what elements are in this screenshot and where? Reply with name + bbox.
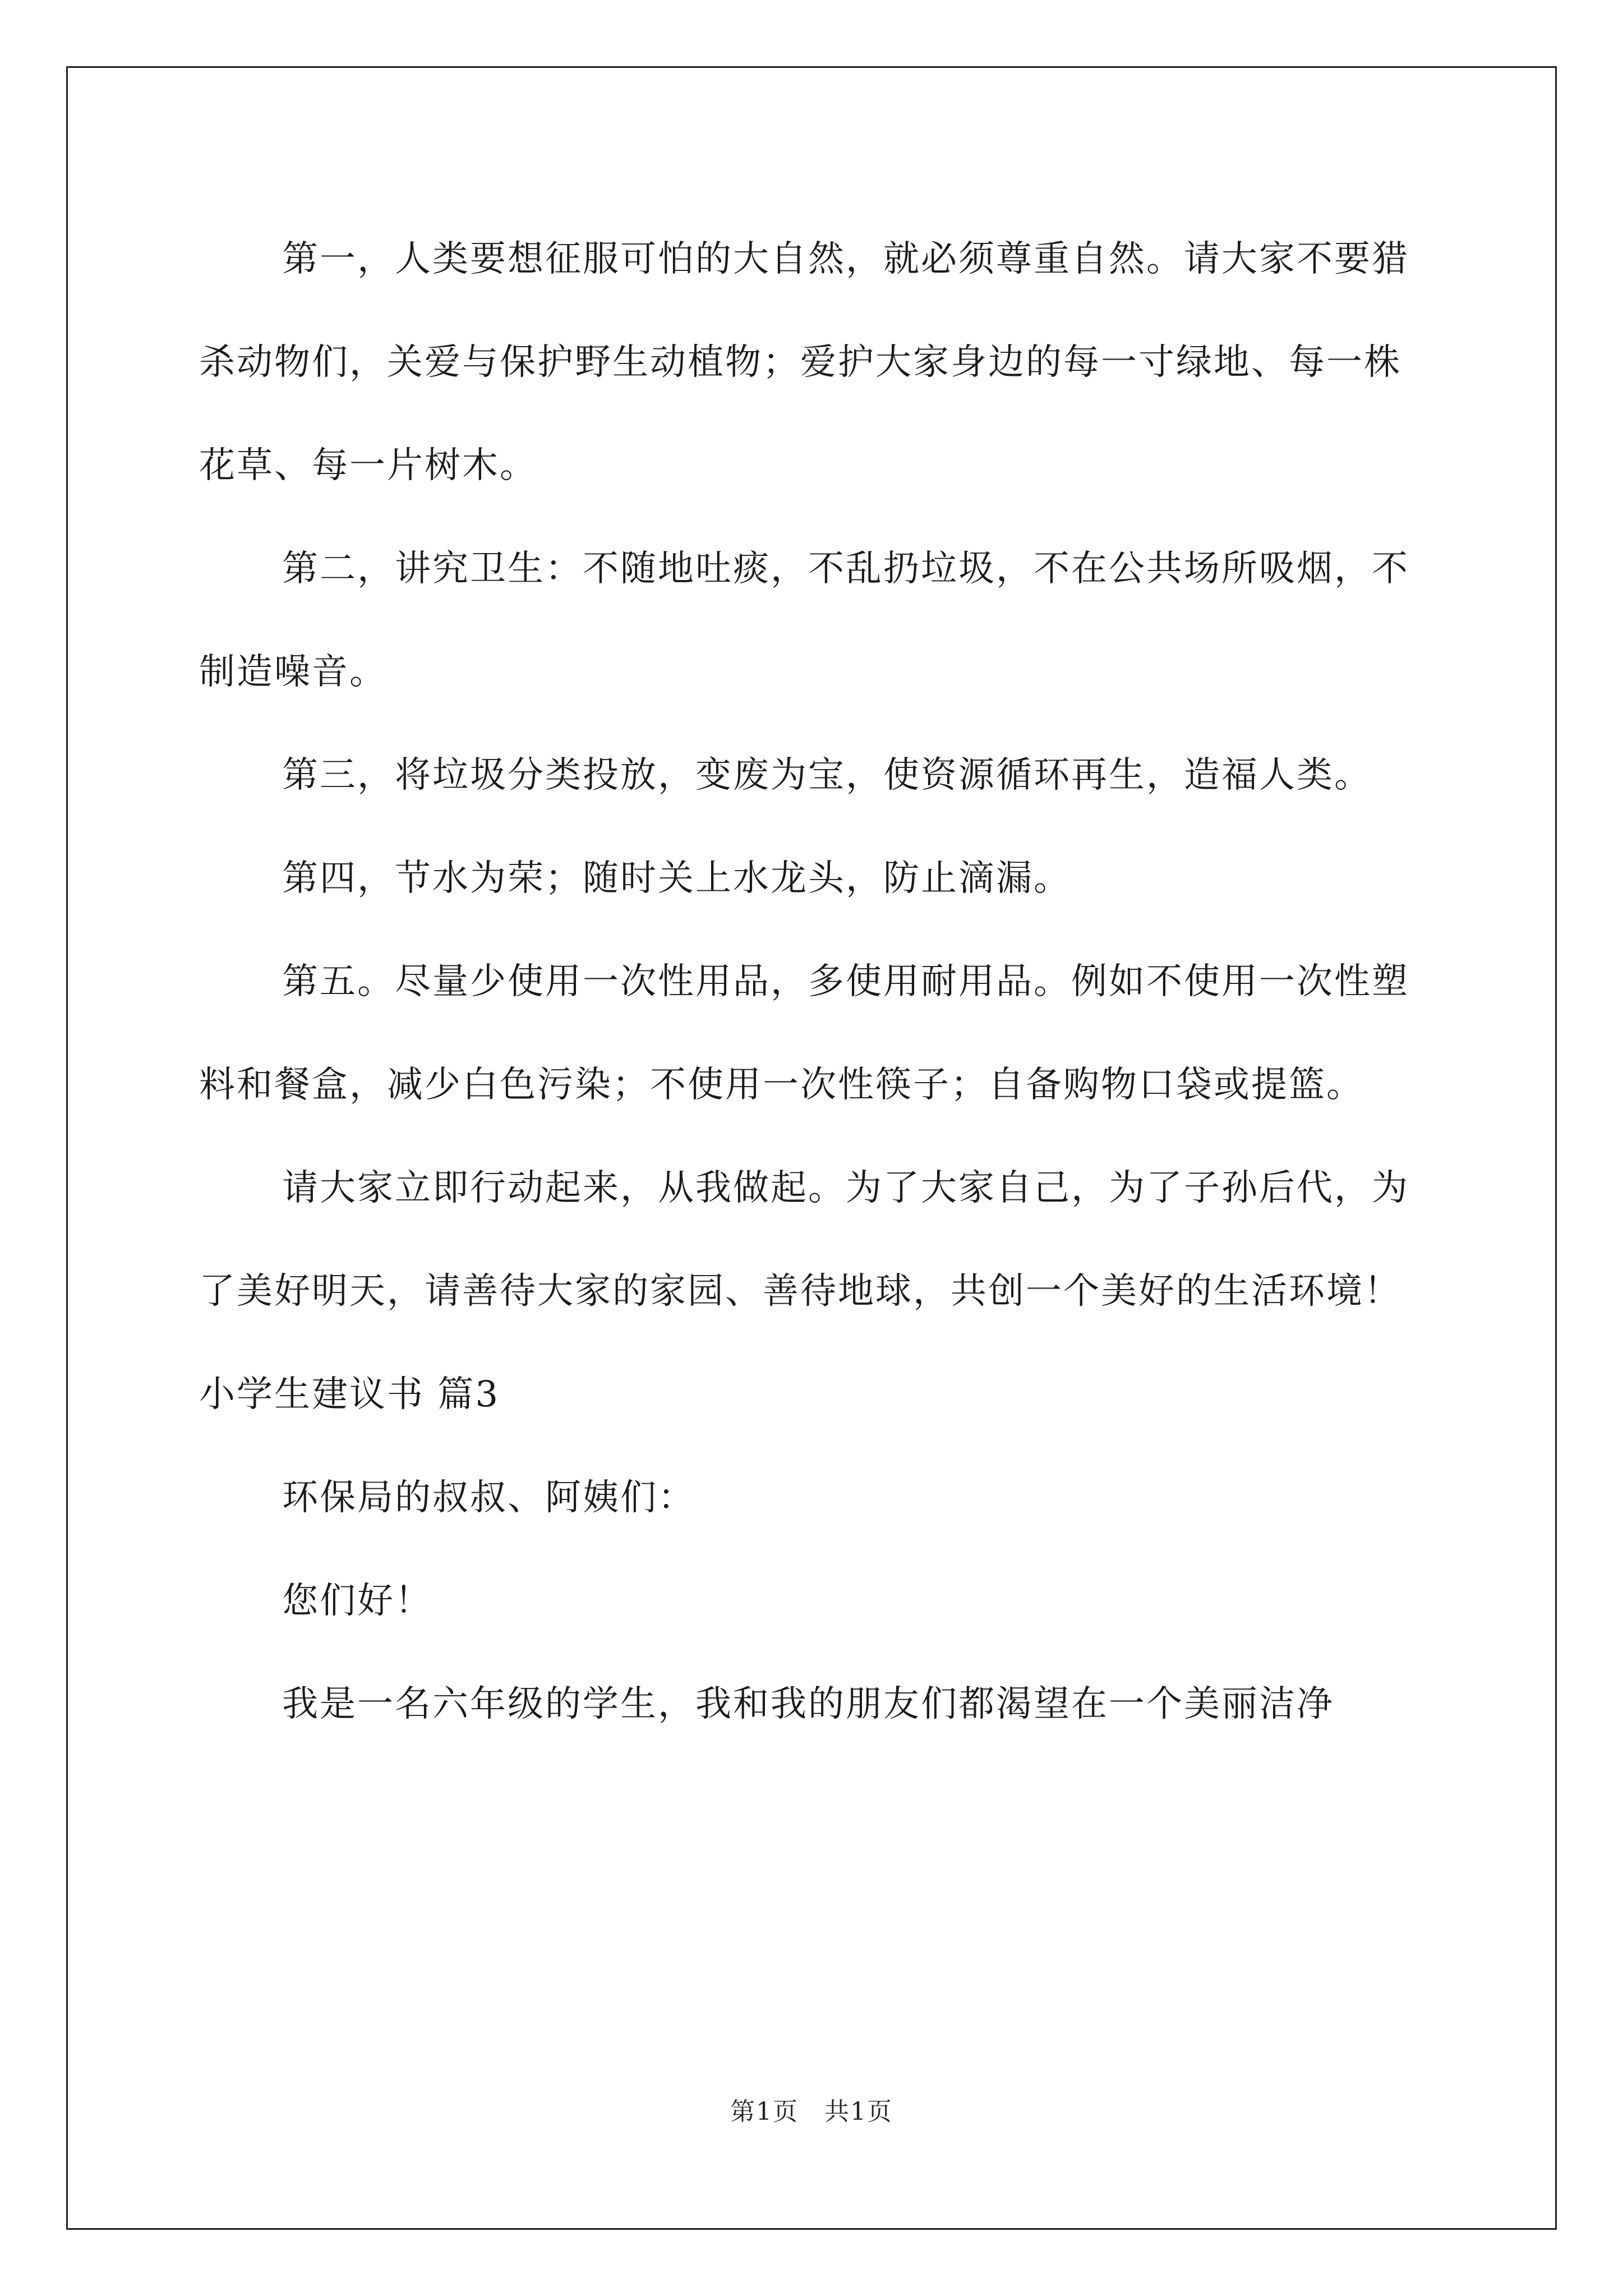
paragraph-fifth-point: 第五。尽量少使用一次性用品，多使用耐用品。例如不使用一次性塑料和餐盒，减少白色污染；不使用一次性筷子；自备购物口袋或提篮。 [199, 961, 1409, 1106]
paragraph-third-point: 第三，将垃圾分类投放，变废为宝，使资源循环再生，造福人类。 [282, 754, 1372, 796]
paragraph-introduction: 我是一名六年级的学生，我和我的朋友们都渴望在一个美丽洁净 [282, 1683, 1334, 1725]
paragraph-salutation: 环保局的叔叔、阿姨们： [282, 1477, 695, 1519]
paragraph-first-point: 第一，人类要想征服可怕的大自然，就必须尊重自然。请大家不要猎杀动物们，关爱与保护野生动植物；爱护大家身边的每一寸绿地、每一株花草、每一片树木。 [199, 238, 1409, 486]
paragraph-second-point: 第二，讲究卫生：不随地吐痰，不乱扔垃圾，不在公共场所吸烟，不制造噪音。 [199, 548, 1409, 693]
section-heading: 小学生建议书 篇3 [199, 1374, 500, 1415]
paragraph-call-to-action: 请大家立即行动起来，从我做起。为了大家自己，为了子孙后代，为了美好明天，请善待大家的家园、善待地球，共创一个美好的生活环境！ [199, 1167, 1409, 1312]
paragraph-fourth-point: 第四，节水为荣；随时关上水龙头，防止滴漏。 [282, 858, 1071, 899]
document-body [199, 208, 1430, 1756]
paragraph-greeting: 您们好！ [282, 1580, 432, 1622]
page-number-footer: 第1页 共1页 [730, 2097, 893, 2126]
